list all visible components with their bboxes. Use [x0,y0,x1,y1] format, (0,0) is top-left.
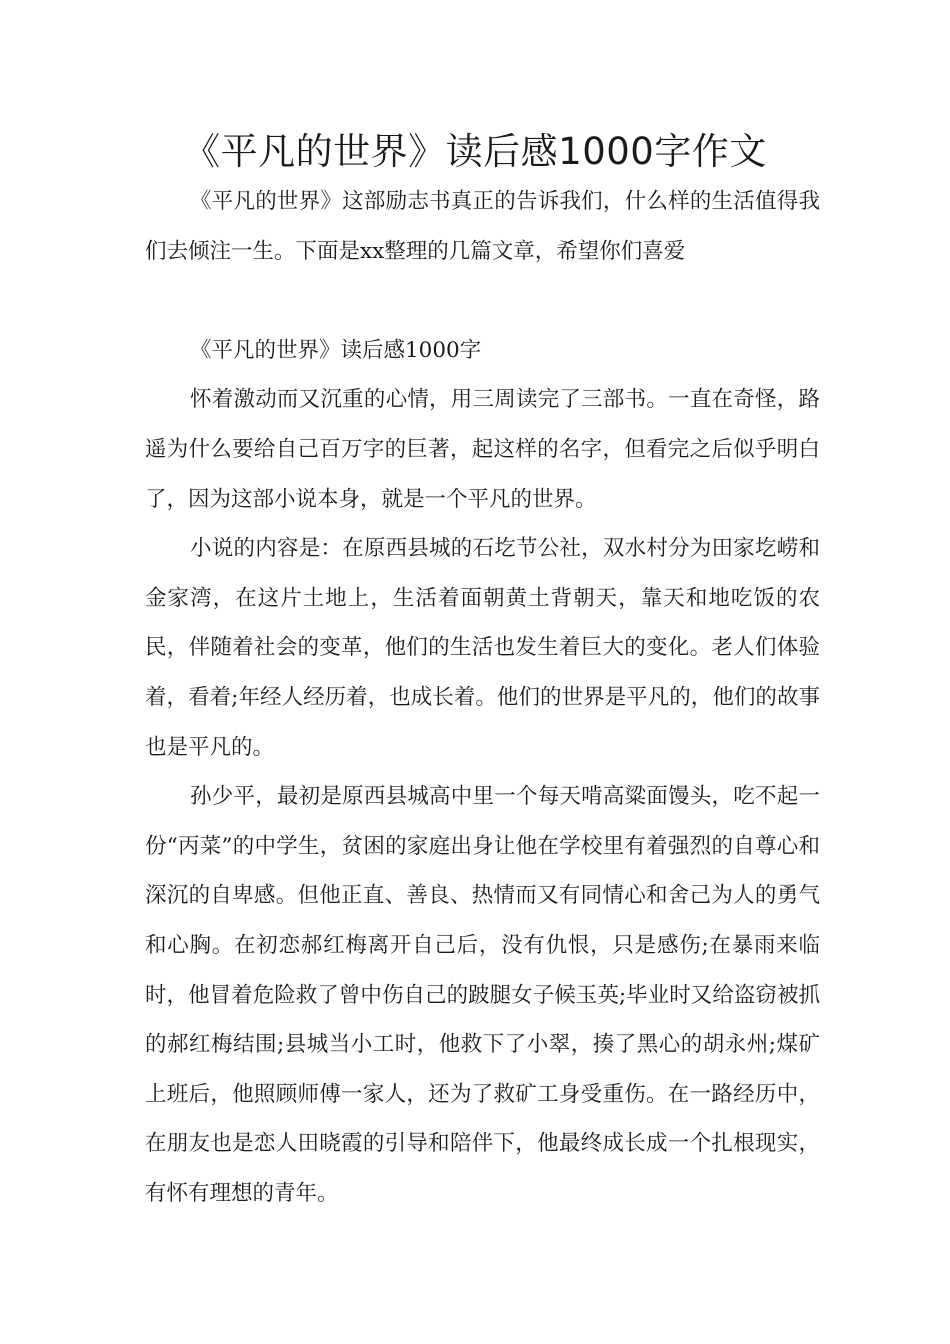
body-paragraph: 怀着激动而又沉重的心情，用三周读完了三部书。一直在奇怪，路遥为什么要给自己百万字的巨著，起这样的名字，但看完之后似乎明白了，因为这部小说本身，就是一个平凡的世界。 [145,387,820,512]
section-subheading: 《平凡的世界》读后感1000字 [190,337,482,363]
document-title: 《平凡的世界》读后感1000字作文 [183,130,767,173]
body-paragraph: 小说的内容是：在原西县城的石圪节公社，双水村分为田家圪崂和金家湾，在这片土地上，生活着面朝黄土背朝天，靠天和地吃饭的农民，伴随着社会的变革，他们的生活也发生着巨大的变化。老人们体验着，看着;年经人经历着，也成长着。他们的世界是平凡的，他们的故事也是平凡的。 [145,536,820,760]
intro-paragraph: 《平凡的世界》这部励志书真正的告诉我们，什么样的生活值得我们去倾注一生。下面是xx整理的几篇文章，希望你们喜爱 [145,189,820,264]
document-body [145,177,820,1218]
body-paragraph: 孙少平，最初是原西县城高中里一个每天啃高粱面馒头，吃不起一份“丙菜”的中学生，贫困的家庭出身让他在学校里有着强烈的自尊心和深沉的自卑感。但他正直、善良、热情而又有同情心和舍己为人的勇气和心胸。在初恋郝红梅离开自己后，没有仇恨，只是感伤;在暴雨来临时，他冒着危险救了曾中伤自己的跛腿女子候玉英;毕业时又给盗窃被抓的郝红梅结围;县城当小工时，他救下了小翠，揍了黑心的胡永州;煤矿上班后，他照顾师傅一家人，还为了救矿工身受重伤。在一路经历中，在朋友也是恋人田晓霞的引导和陪伴下，他最终成长成一个扎根现实，有怀有理想的青年。 [145,784,820,1206]
